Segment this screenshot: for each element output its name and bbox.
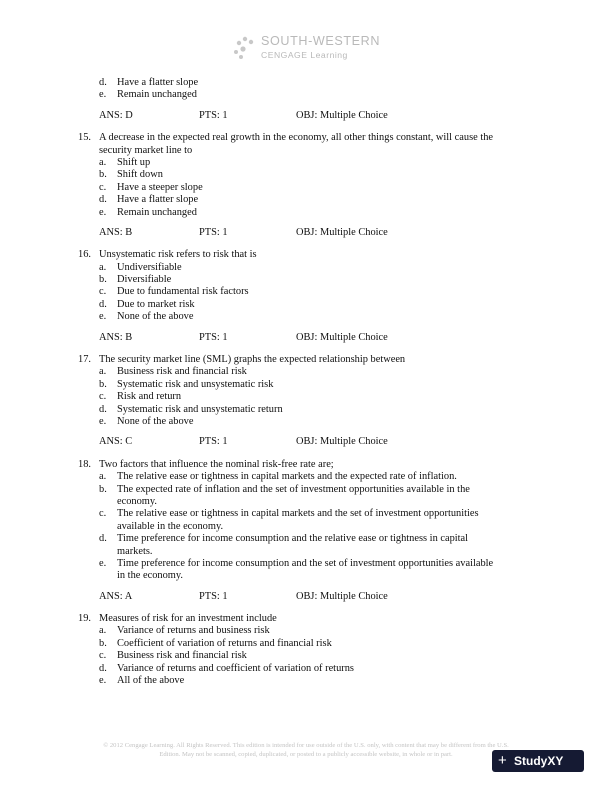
option-letter: d. bbox=[99, 77, 107, 88]
option-text: Time preference for income consumption and the relative ease or tightness in capital bbox=[117, 533, 469, 545]
option-text: All of the above bbox=[117, 675, 185, 687]
points: PTS: 1 bbox=[199, 436, 228, 448]
option-text: Due to market risk bbox=[117, 298, 195, 310]
option-row bbox=[0, 157, 612, 169]
option-letter: e. bbox=[99, 311, 107, 323]
brand-name: SOUTH-WESTERN bbox=[261, 34, 381, 48]
option-row bbox=[0, 404, 612, 416]
objective: OBJ: Multiple Choice bbox=[296, 436, 388, 448]
option-text: The relative ease or tightness in capital markets and the set of investment opportunities bbox=[117, 508, 479, 520]
option-row-cont bbox=[0, 570, 612, 582]
option-text: Variance of returns and business risk bbox=[117, 625, 270, 637]
option-row bbox=[0, 194, 612, 206]
option-text: Remain unchanged bbox=[117, 89, 197, 101]
copyright-line: Edition. May not be scanned, copied, duplicated, or posted to a publicly accessible website, in whole or in part. bbox=[159, 751, 453, 758]
option-text: Shift down bbox=[117, 169, 163, 181]
answer-key: ANS: A bbox=[99, 590, 133, 602]
option-letter: a. bbox=[99, 261, 107, 273]
option-row bbox=[0, 207, 612, 219]
option-text: Shift up bbox=[117, 156, 151, 168]
answer-key: ANS: B bbox=[99, 331, 133, 343]
option-text: economy. bbox=[117, 495, 158, 507]
option-row bbox=[0, 533, 612, 545]
option-text: in the economy. bbox=[117, 570, 183, 582]
option-letter: d. bbox=[99, 298, 107, 310]
option-text: Diversifiable bbox=[117, 274, 172, 286]
option-row bbox=[0, 558, 612, 570]
option-row bbox=[0, 274, 612, 286]
option-letter: b. bbox=[99, 483, 107, 495]
option-letter: b. bbox=[99, 274, 107, 286]
points: PTS: 1 bbox=[199, 331, 228, 343]
brand-subtitle: CENGAGE Learning bbox=[261, 50, 348, 60]
option-letter: e. bbox=[99, 206, 107, 218]
option-row bbox=[0, 484, 612, 496]
publisher-logo bbox=[231, 34, 391, 64]
option-text: The relative ease or tightness in capital markets and the expected rate of inflation. bbox=[117, 471, 457, 483]
option-row bbox=[0, 182, 612, 194]
option-letter: e. bbox=[99, 557, 107, 569]
option-row bbox=[0, 625, 612, 637]
question-stem bbox=[0, 132, 612, 144]
option-letter: a. bbox=[99, 625, 107, 637]
points: PTS: 1 bbox=[199, 226, 228, 238]
option-row bbox=[0, 391, 612, 403]
option-text: available in the economy. bbox=[117, 520, 224, 532]
question-text: The security market line (SML) graphs the expected relationship between bbox=[99, 354, 406, 366]
plus-icon: + bbox=[498, 752, 507, 769]
option-row bbox=[0, 663, 612, 675]
option-text: Undiversifiable bbox=[117, 261, 182, 273]
option-letter: b. bbox=[99, 637, 107, 649]
option-row bbox=[0, 366, 612, 378]
question-number: 17. bbox=[78, 354, 91, 366]
option-text: Have a flatter slope bbox=[117, 194, 199, 206]
option-row bbox=[0, 311, 612, 323]
copyright-line: © 2012 Cengage Learning. All Rights Reserved. This edition is intended for use outside of the U.S. only, with content that may be different from the U.S. bbox=[103, 742, 509, 749]
answer-key: ANS: B bbox=[99, 226, 133, 238]
option-letter: e. bbox=[99, 89, 107, 101]
option-text: markets. bbox=[117, 545, 153, 557]
answer-key: ANS: C bbox=[99, 436, 133, 448]
question-stem bbox=[0, 249, 612, 261]
studyxy-badge[interactable] bbox=[492, 750, 584, 772]
option-letter: d. bbox=[99, 533, 107, 545]
question-text: Measures of risk for an investment include bbox=[99, 613, 277, 625]
option-text: Business risk and financial risk bbox=[117, 650, 247, 662]
question-stem bbox=[0, 459, 612, 471]
option-row bbox=[0, 169, 612, 181]
answer-row bbox=[0, 436, 612, 448]
south-western-logo-icon bbox=[231, 34, 259, 62]
option-letter: a. bbox=[99, 471, 107, 483]
option-text: Time preference for income consumption and the set of investment opportunities available bbox=[117, 557, 494, 569]
option-row bbox=[0, 471, 612, 483]
option-row bbox=[0, 77, 612, 89]
option-row bbox=[0, 262, 612, 274]
option-text: Coefficient of variation of returns and financial risk bbox=[117, 637, 332, 649]
option-letter: c. bbox=[99, 181, 107, 193]
option-text: Risk and return bbox=[117, 391, 182, 403]
option-text: None of the above bbox=[117, 415, 194, 427]
option-row bbox=[0, 416, 612, 428]
option-letter: d. bbox=[99, 662, 107, 674]
objective: OBJ: Multiple Choice bbox=[296, 590, 388, 602]
question-number: 19. bbox=[78, 613, 91, 625]
option-text: Remain unchanged bbox=[117, 206, 197, 218]
option-row-cont bbox=[0, 496, 612, 508]
option-letter: d. bbox=[99, 403, 107, 415]
option-letter: b. bbox=[99, 169, 107, 181]
option-letter: c. bbox=[99, 650, 107, 662]
option-text: The expected rate of inflation and the set of investment opportunities available in the bbox=[117, 483, 470, 495]
question-list bbox=[0, 77, 612, 687]
option-row bbox=[0, 638, 612, 650]
option-letter: d. bbox=[99, 194, 107, 206]
question-text: A decrease in the expected real growth in the economy, all other things constant, will cause the bbox=[99, 132, 494, 144]
question-stem bbox=[0, 354, 612, 366]
option-row bbox=[0, 299, 612, 311]
answer-row bbox=[0, 227, 612, 239]
option-row bbox=[0, 508, 612, 520]
question-text: security market line to bbox=[99, 144, 193, 156]
option-letter: a. bbox=[99, 156, 107, 168]
option-letter: c. bbox=[99, 508, 107, 520]
option-row-cont bbox=[0, 521, 612, 533]
copyright-footer bbox=[50, 741, 562, 759]
option-letter: a. bbox=[99, 366, 107, 378]
option-text: Systematic risk and unsystematic return bbox=[117, 403, 283, 415]
option-row bbox=[0, 379, 612, 391]
answer-row bbox=[0, 332, 612, 344]
question-stem-cont bbox=[0, 145, 612, 157]
question-number: 18. bbox=[78, 458, 91, 470]
option-row bbox=[0, 650, 612, 662]
option-text: Due to fundamental risk factors bbox=[117, 286, 249, 298]
option-row-cont bbox=[0, 546, 612, 558]
option-text: Systematic risk and unsystematic risk bbox=[117, 378, 274, 390]
question-number: 15. bbox=[78, 132, 91, 144]
option-letter: e. bbox=[99, 415, 107, 427]
option-letter: e. bbox=[99, 675, 107, 687]
points: PTS: 1 bbox=[199, 590, 228, 602]
objective: OBJ: Multiple Choice bbox=[296, 331, 388, 343]
studyxy-label: StudyXY bbox=[514, 754, 564, 768]
option-row bbox=[0, 286, 612, 298]
answer-key: ANS: D bbox=[99, 109, 133, 121]
question-number: 16. bbox=[78, 249, 91, 261]
answer-row bbox=[0, 591, 612, 603]
objective: OBJ: Multiple Choice bbox=[296, 109, 388, 121]
option-letter: c. bbox=[99, 286, 107, 298]
option-text: Have a steeper slope bbox=[117, 181, 203, 193]
option-row bbox=[0, 89, 612, 101]
question-stem bbox=[0, 613, 612, 625]
answer-row bbox=[0, 110, 612, 122]
option-text: None of the above bbox=[117, 311, 194, 323]
option-text: Business risk and financial risk bbox=[117, 366, 247, 378]
option-text: Variance of returns and coefficient of variation of returns bbox=[117, 662, 354, 674]
question-text: Unsystematic risk refers to risk that is bbox=[99, 249, 257, 261]
question-text: Two factors that influence the nominal risk-free rate are; bbox=[99, 458, 334, 470]
objective: OBJ: Multiple Choice bbox=[296, 226, 388, 238]
option-text: Have a flatter slope bbox=[117, 77, 199, 88]
points: PTS: 1 bbox=[199, 109, 228, 121]
option-letter: b. bbox=[99, 378, 107, 390]
option-row bbox=[0, 675, 612, 687]
option-letter: c. bbox=[99, 391, 107, 403]
